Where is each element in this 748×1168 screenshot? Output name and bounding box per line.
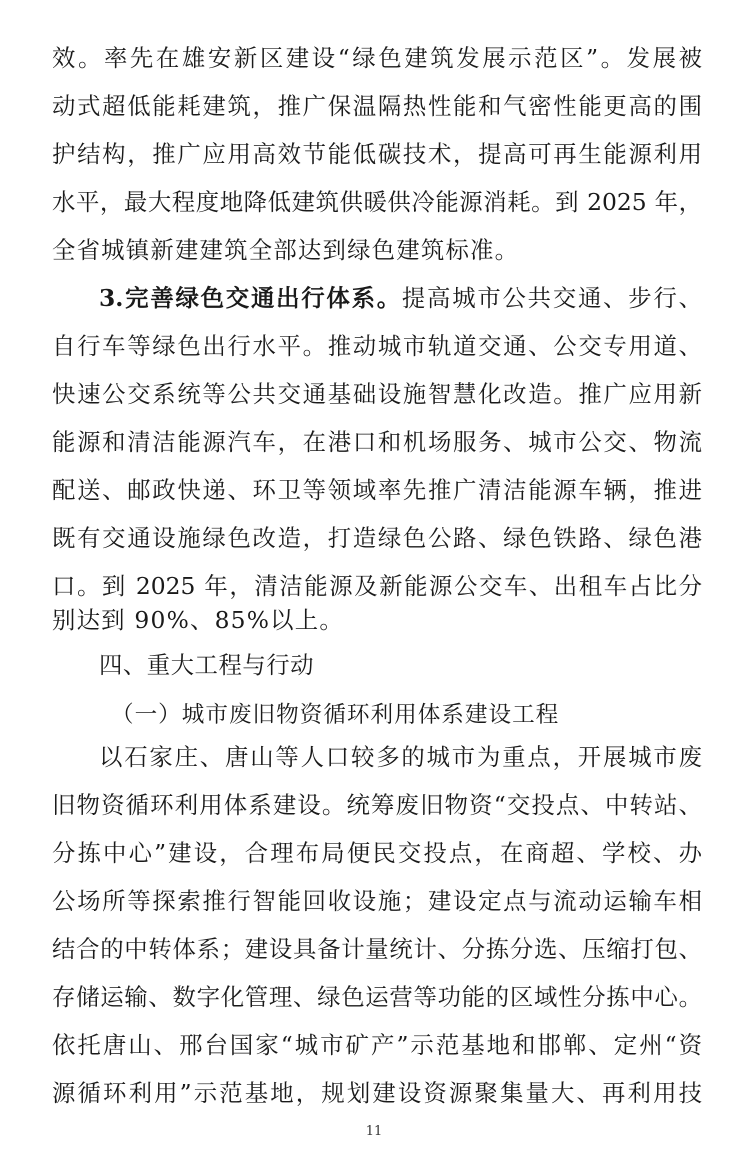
paragraph-2-line-7: 口。到 2025 年，清洁能源及新能源公交车、出租车占比分	[52, 572, 702, 600]
paragraph-3-line-8: 源循环利用”示范基地，规划建设资源聚集量大、再利用技	[52, 1079, 702, 1107]
paragraph-2-heading: 3.完善绿色交通出行体系。	[99, 284, 402, 312]
paragraph-2-line-6: 既有交通设施绿色改造，打造绿色公路、绿色铁路、绿色港	[52, 524, 702, 552]
paragraph-1-line-5: 全省城镇新建建筑全部达到绿色建筑标准。	[52, 236, 520, 264]
paragraph-3-line-3: 分拣中心”建设，合理布局便民交投点，在商超、学校、办	[52, 839, 702, 867]
paragraph-2-line-4: 能源和清洁能源汽车，在港口和机场服务、城市公交、物流	[52, 428, 702, 456]
paragraph-3-line-4: 公场所等探索推行智能回收设施；建设定点与流动运输车相	[52, 887, 702, 915]
paragraph-3-line-6: 存储运输、数字化管理、绿色运营等功能的区域性分拣中心。	[52, 983, 702, 1011]
paragraph-2-line-3: 快速公交系统等公共交通基础设施智慧化改造。推广应用新	[52, 380, 702, 408]
paragraph-1-line-3: 护结构，推广应用高效节能低碳技术，提高可再生能源利用	[52, 140, 702, 168]
paragraph-1-line-4: 水平，最大程度地降低建筑供暖供冷能源消耗。到 2025 年，	[52, 188, 702, 216]
paragraph-2-first-line-rest: 提高城市公共交通、步行、	[401, 284, 703, 312]
paragraph-2-line-5: 配送、邮政快递、环卫等领域率先推广清洁能源车辆，推进	[52, 476, 702, 504]
paragraph-1-line-2: 动式超低能耗建筑，推广保温隔热性能和气密性能更高的围	[52, 92, 702, 120]
paragraph-3-line-5: 结合的中转体系；建设具备计量统计、分拣分选、压缩打包、	[52, 935, 702, 963]
paragraph-3-line-2: 旧物资循环利用体系建设。统筹废旧物资“交投点、中转站、	[52, 791, 702, 819]
paragraph-1-line-1: 效。率先在雄安新区建设“绿色建筑发展示范区”。发展被	[52, 44, 702, 72]
paragraph-2-line-8: 别达到 90%、85%以上。	[52, 606, 344, 634]
paragraph-3-line-1: 以石家庄、唐山等人口较多的城市为重点，开展城市废	[99, 743, 702, 771]
paragraph-2-line-1	[99, 278, 702, 318]
paragraph-3-line-7: 依托唐山、邢台国家“城市矿产”示范基地和邯郸、定州“资	[52, 1031, 702, 1059]
subsection-heading: （一）城市废旧物资循环利用体系建设工程	[111, 702, 560, 728]
section-heading: 四、重大工程与行动	[99, 651, 315, 679]
paragraph-2-line-2: 自行车等绿色出行水平。推动城市轨道交通、公交专用道、	[52, 332, 702, 360]
page-number: 11	[365, 1124, 383, 1139]
